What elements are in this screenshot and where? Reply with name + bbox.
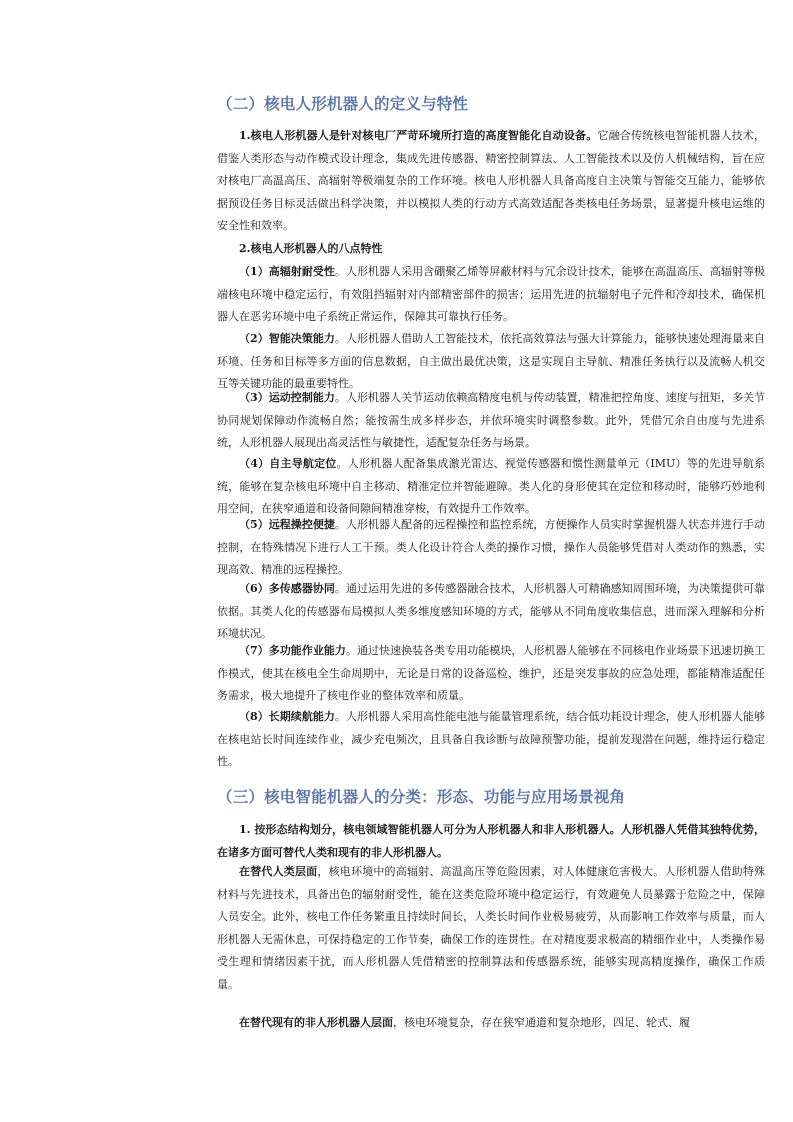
- feature-text: 。通过快速换装各类专用功能模块，人形机器人能够在不同核电作业场景下迅速切换工作模式，使其在核电全生命周期中，无论是日常的设备巡检、维护，还是突发事故的应急处理，都能精准适配任务需求，极大地提升了核电作业的整体效率和质量。: [217, 644, 766, 703]
- replace-robots-body: ，核电环境复杂，存在狭窄通道和复杂地形，四足、轮式、履: [393, 1016, 690, 1029]
- feature-text: 。人形机器人借助人工智能技术，依托高效算法与强大计算能力，能够快速处理海量来自环境、任务和目标等多方面的信息数据，自主做出最优决策，这是实现自主导航、精准任务执行以及流畅人机交互等关键功能的最重要特性。: [217, 332, 766, 391]
- feature-title: （1）高辐射耐受性: [239, 265, 335, 278]
- feature-item: [217, 387, 765, 455]
- replace-humans-paragraph: [217, 861, 765, 997]
- feature-title: （3）运动控制能力: [239, 391, 335, 404]
- classification-paragraph: [217, 819, 765, 864]
- replace-humans-body: ，核电环境中的高辐射、高温高压等危险因素，对人体健康危害极大。人形机器人借助特殊材料与先进技术，具备出色的辐射耐受性，能在这类危险环境中稳定运行，有效避免人员暴露于危险之中，保障人员安全。此外，核电工作任务繁重且持续时间长，人类长时间作业极易疲劳，从而影响工作效率与质量，而人形机器人无需休息，可保持稳定的工作节奏，确保工作的连贯性。在对精度要求极高的精细作业中，人类操作易受生理和情绪因素干扰，而人形机器人凭借精密的控制算法和传感器系统，能够实现高精度操作，确保工作质量。: [217, 865, 766, 991]
- feature-item: [217, 514, 765, 582]
- definition-paragraph: [217, 125, 765, 238]
- feature-item: [217, 328, 765, 396]
- replace-robots-paragraph: [217, 1012, 765, 1035]
- feature-text: 。人形机器人关节运动依赖高精度电机与传动装置，精准把控角度、速度与扭矩，多关节协同规划保障动作流畅自然；能按需生成多样步态，并依环境实时调整参数。此外，凭借冗余自由度与先进系统，人形机器人展现出高灵活性与敏捷性，适配复杂任务与场景。: [217, 391, 766, 450]
- replace-humans-lead: 在替代人类层面: [239, 865, 318, 878]
- feature-text: 。人形机器人配备的远程操控和监控系统，方便操作人员实时掌握机器人状态并进行手动控制，在特殊情况下进行人工干预。类人化设计符合人类的操作习惯，操作人员能够凭借对人类动作的熟悉，实现高效、精准的远程操控。: [217, 518, 766, 577]
- feature-title: （6）多传感器协同: [239, 582, 335, 595]
- feature-item: [217, 578, 765, 646]
- classification-lead: 1. 按形态结构划分，核电领域智能机器人可分为人形机器人和非人形机器人。人形机器人凭借其独特优势，在诸多方面可替代人类和现有的非人形机器人。: [217, 823, 765, 859]
- feature-title: （8）长期续航能力: [239, 710, 335, 723]
- section-heading-classification: （三）核电智能机器人的分类：形态、功能与应用场景视角: [217, 787, 626, 806]
- feature-title: （4）自主导航定位: [239, 457, 337, 470]
- feature-item: [217, 706, 765, 774]
- replace-robots-lead: 在替代现有的非人形机器人层面: [239, 1016, 393, 1029]
- definition-body: 它融合传统核电智能机器人技术，借鉴人类形态与动作模式设计理念，集成先进传感器、精密控制算法、人工智能技术以及仿人机械结构，旨在应对核电厂高温高压、高辐射等极端复杂的工作环境。核电人形机器人具备高度自主决策与智能交互能力，能够依据预设任务目标灵活做出科学决策，并以模拟人类的行动方式高效适配各类核电任务场景，显著提升核电运维的安全性和效率。: [217, 129, 765, 233]
- feature-title: （5）远程操控便捷: [239, 518, 335, 531]
- feature-title: （7）多功能作业能力: [239, 644, 346, 657]
- features-subheading: 2.核电人形机器人的八点特性: [239, 242, 383, 255]
- feature-item: [217, 453, 765, 521]
- definition-lead: 1.核电人形机器人是针对核电厂严苛环境所打造的高度智能化自动设备。: [239, 129, 598, 142]
- feature-item: [217, 640, 765, 708]
- feature-text: 。人形机器人配备集成激光雷达、视觉传感器和惯性测量单元（IMU）等的先进导航系统，能够在复杂核电环境中自主移动、精准定位并智能避障。类人化的身形使其在定位和移动时，能够巧妙地利用空间，在狭窄通道和设备间隙间精准穿梭，有效提升工作效率。: [217, 457, 765, 516]
- feature-item: [217, 261, 765, 329]
- feature-title: （2）智能决策能力: [239, 332, 335, 345]
- feature-text: 。通过运用先进的多传感器融合技术，人形机器人可精确感知周围环境，为决策提供可靠依据。其类人化的传感器布局模拟人类多维度感知环境的方式，能够从不同角度收集信息，进而深入理解和分析环境状况。: [217, 582, 766, 641]
- feature-text: 。人形机器人采用含硼聚乙烯等屏蔽材料与冗余设计技术，能够在高温高压、高辐射等极端核电环境中稳定运行，有效阻挡辐射对内部精密部件的损害；运用先进的抗辐射电子元件和冷却技术，确保机器人在恶劣环境中电子系统正常运作，保障其可靠执行任务。: [217, 265, 766, 324]
- feature-text: 。人形机器人采用高性能电池与能量管理系统，结合低功耗设计理念，使人形机器人能够在核电站长时间连续作业，减少充电频次，且具备自我诊断与故障预警功能，提前发现潜在问题，维持运行稳定性。: [217, 710, 766, 769]
- section-heading-definition: （二）核电人形机器人的定义与特性: [217, 94, 469, 113]
